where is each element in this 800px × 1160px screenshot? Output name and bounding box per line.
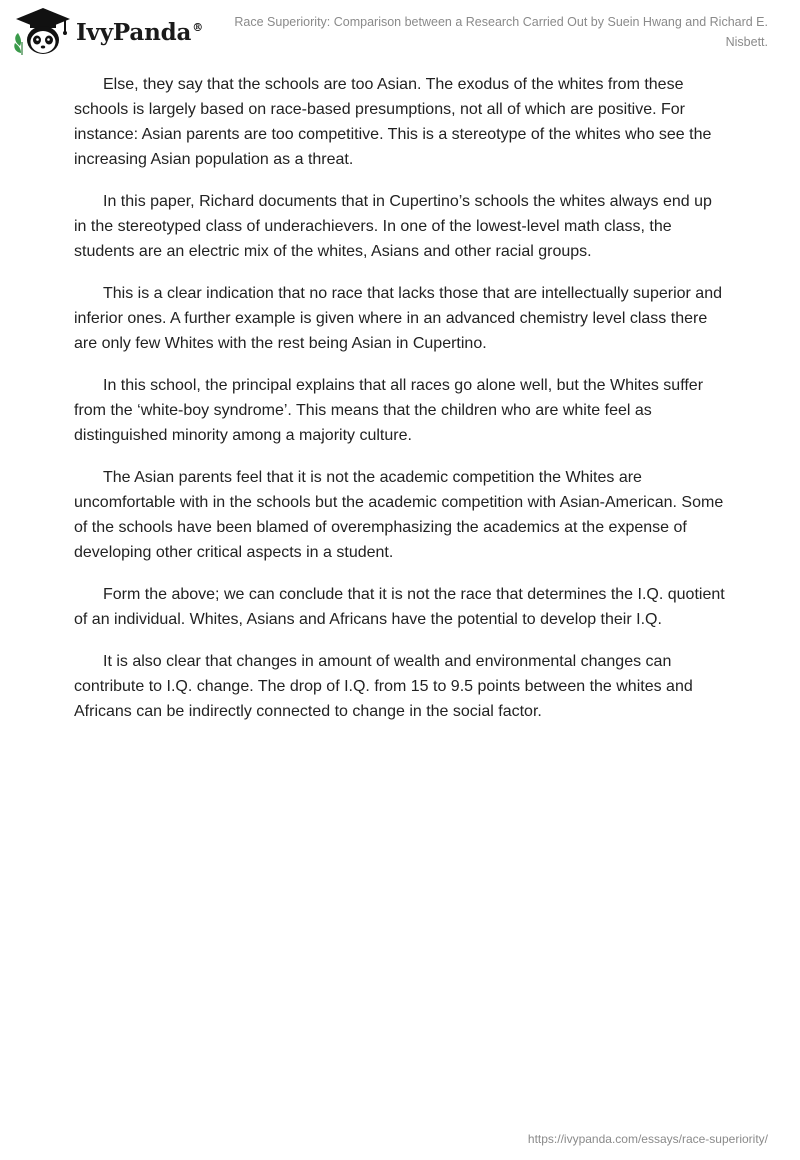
paragraph: It is also clear that changes in amount of wealth and environmental changes can contribute to I.Q. change. The drop of I.Q. from 15 to 9.5 points between the whites and Africans can be indirectly connected to change in the social factor. (74, 653, 693, 720)
paragraph: In this school, the principal explains that all races go alone well, but the Whites suffer from the ‘white-boy syndrome’. This means that the children who are white feel as distinguished minority among a majority culture. (74, 377, 704, 444)
paragraph: The Asian parents feel that it is not the academic competition the Whites are uncomfortable with in the schools but the academic competition with Asian-American. Some of the schools have been blamed of overemphasizing the academics at the expense of developing other critical aspects in a student. (74, 469, 724, 561)
document-title: Race Superiority: Comparison between a Research Carried Out by Suein Hwang and Richard E. Nisbett. (234, 15, 768, 49)
paragraph: This is a clear indication that no race that lacks those that are intellectually superior and inferior ones. A further example is given where in an advanced chemistry level class there are only few Whites with the rest being Asian in Cupertino. (74, 285, 722, 352)
page-header (0, 0, 800, 64)
paragraph: Else, they say that the schools are too Asian. The exodus of the whites from these schools is largely based on race-based presumptions, not all of which are positive. For instance: Asian parents are too competitive. This is a stereotype of the whites who see the increasing Asian population as a threat. (74, 76, 712, 168)
registered-mark: ® (192, 20, 203, 34)
panda-graduate-icon (12, 6, 74, 58)
essay-body (74, 72, 726, 741)
paragraph: Form the above; we can conclude that it is not the race that determines the I.Q. quotient of an individual. Whites, Asians and Africans have the potential to develop their I.Q. (74, 586, 725, 628)
ivypanda-logo[interactable] (12, 6, 203, 58)
source-url-link[interactable]: https://ivypanda.com/essays/race-superiority/ (527, 1132, 768, 1146)
paragraph: In this paper, Richard documents that in Cupertino’s schools the whites always end up in the stereotyped class of underachievers. In one of the lowest-level math class, the students are an electric mix of the whites, Asians and other racial groups. (74, 193, 712, 260)
brand-name: IvyPanda® (76, 18, 203, 46)
